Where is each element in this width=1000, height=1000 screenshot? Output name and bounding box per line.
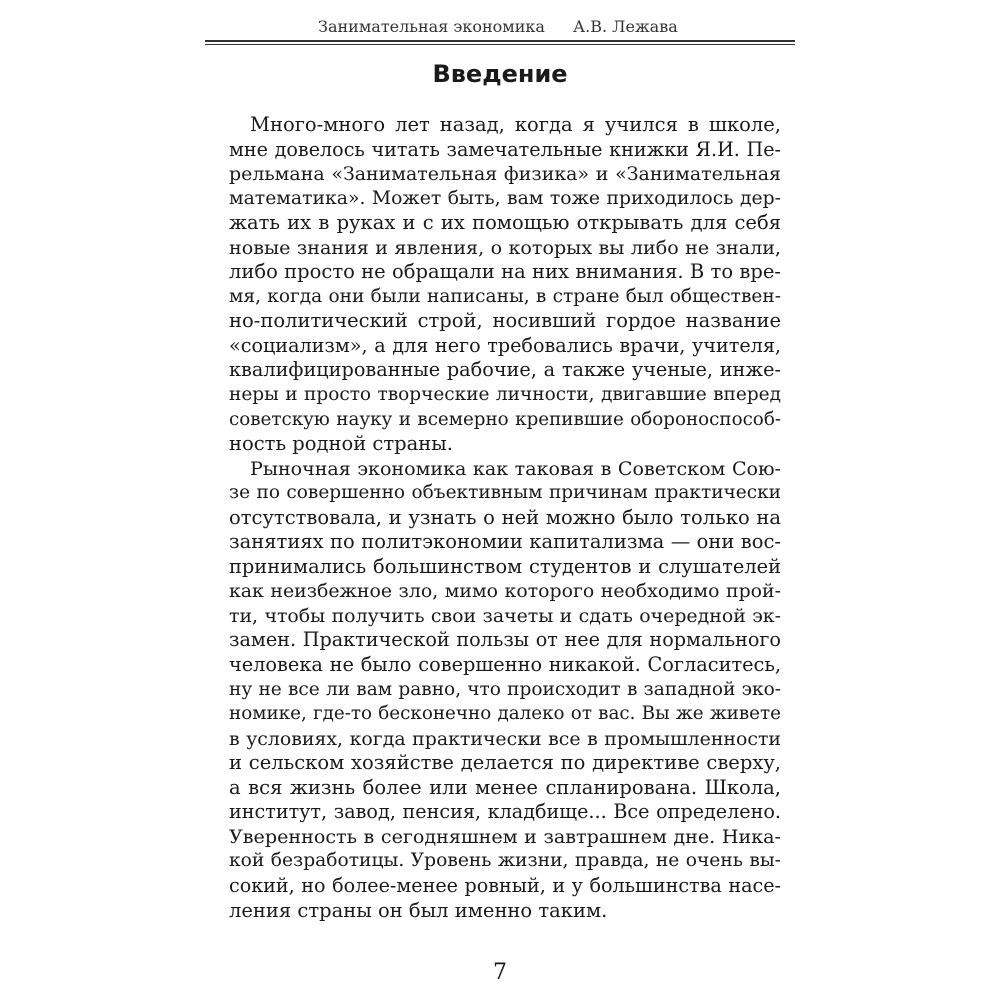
text-line: сокий, но более-менее ровный, и у большинства насе-: [229, 873, 781, 897]
text-line: ти, чтобы получить свои зачеты и сдать очередной эк-: [229, 604, 781, 627]
paragraph: [229, 113, 781, 457]
text-line: номике, где-то бесконечно далеко от вас. Вы же живете: [229, 703, 781, 725]
body-text: [229, 113, 781, 923]
text-line: жать их в руках и с их помощью открывать для себя: [229, 211, 781, 235]
text-line: как неизбежное зло, мимо которого необходимо прой-: [229, 580, 781, 603]
text-line: мне довелось читать замечательные книжки Я.И. Пе-: [229, 137, 781, 161]
running-header: [205, 17, 795, 41]
text-line: Рыночная экономика как таковая в Советском Сою-: [250, 457, 781, 480]
text-line: замен. Практической пользы от нее для нормального: [229, 628, 781, 652]
text-line: либо просто не обращали на них внимания. В то вре-: [229, 260, 781, 284]
text-line: человека не было совершенно никакой. Согласитесь,: [229, 653, 781, 677]
text-line: новые знания и явления, о которых вы либо не знали,: [229, 235, 781, 259]
text-line: кой безработицы. Уровень жизни, правда, не очень вы-: [229, 850, 781, 872]
text-line: математика». Может быть, вам тоже приходилось дер-: [229, 187, 781, 209]
text-line: Уверенность в сегодняшнем и завтрашнем дне. Ника-: [229, 824, 781, 848]
text-line: «социализм», а для него требовались врачи, учителя,: [229, 333, 781, 357]
text-line: мя, когда они были написаны, в стране был обществен-: [229, 285, 781, 307]
text-line: институт, завод, пенсия, кладбище... Все определено.: [229, 800, 781, 824]
header-rule-thin: [205, 44, 795, 45]
text-line: зе по совершенно объективным причинам практически: [229, 482, 781, 504]
text-line: рельмана «Занимательная физика» и «Занимательная: [229, 163, 781, 186]
text-line: и сельском хозяйстве делается по директиве сверху,: [229, 751, 781, 775]
text-line: ления страны он был именно таким.: [229, 898, 608, 922]
text-line: в условиях, когда практически все в промышленности: [229, 727, 781, 750]
chapter-title: Введение: [432, 60, 568, 88]
text-line: ность родной страны.: [229, 432, 453, 456]
paragraph: [229, 457, 781, 923]
page-number: 7: [493, 960, 507, 985]
text-line: советскую науку и всемерно крепившие обороноспособ-: [229, 408, 781, 430]
header-rule-thick: [205, 40, 795, 42]
header-book-title: Занимательная экономика: [318, 17, 545, 36]
text-line: квалифицированные рабочие, а также ученые, инже-: [229, 358, 781, 382]
header-author: А.В. Лежава: [573, 17, 678, 36]
text-line: неры и просто творческие личности, двигавшие вперед: [229, 384, 781, 406]
text-line: занятиях по политэкономии капитализма — они вос-: [229, 530, 781, 554]
text-line: но-политический строй, носивший гордое название: [229, 309, 781, 333]
text-line: ну не все ли вам равно, что происходит в западной эко-: [229, 678, 781, 700]
text-line: Много-много лет назад, когда я учился в школе,: [250, 113, 781, 136]
text-line: а вся жизнь более или менее спланирована. Школа,: [229, 775, 781, 799]
text-line: отсутствовала, и узнать о ней можно было только на: [229, 505, 781, 529]
text-line: принимались большинством студентов и слушателей: [229, 554, 781, 578]
